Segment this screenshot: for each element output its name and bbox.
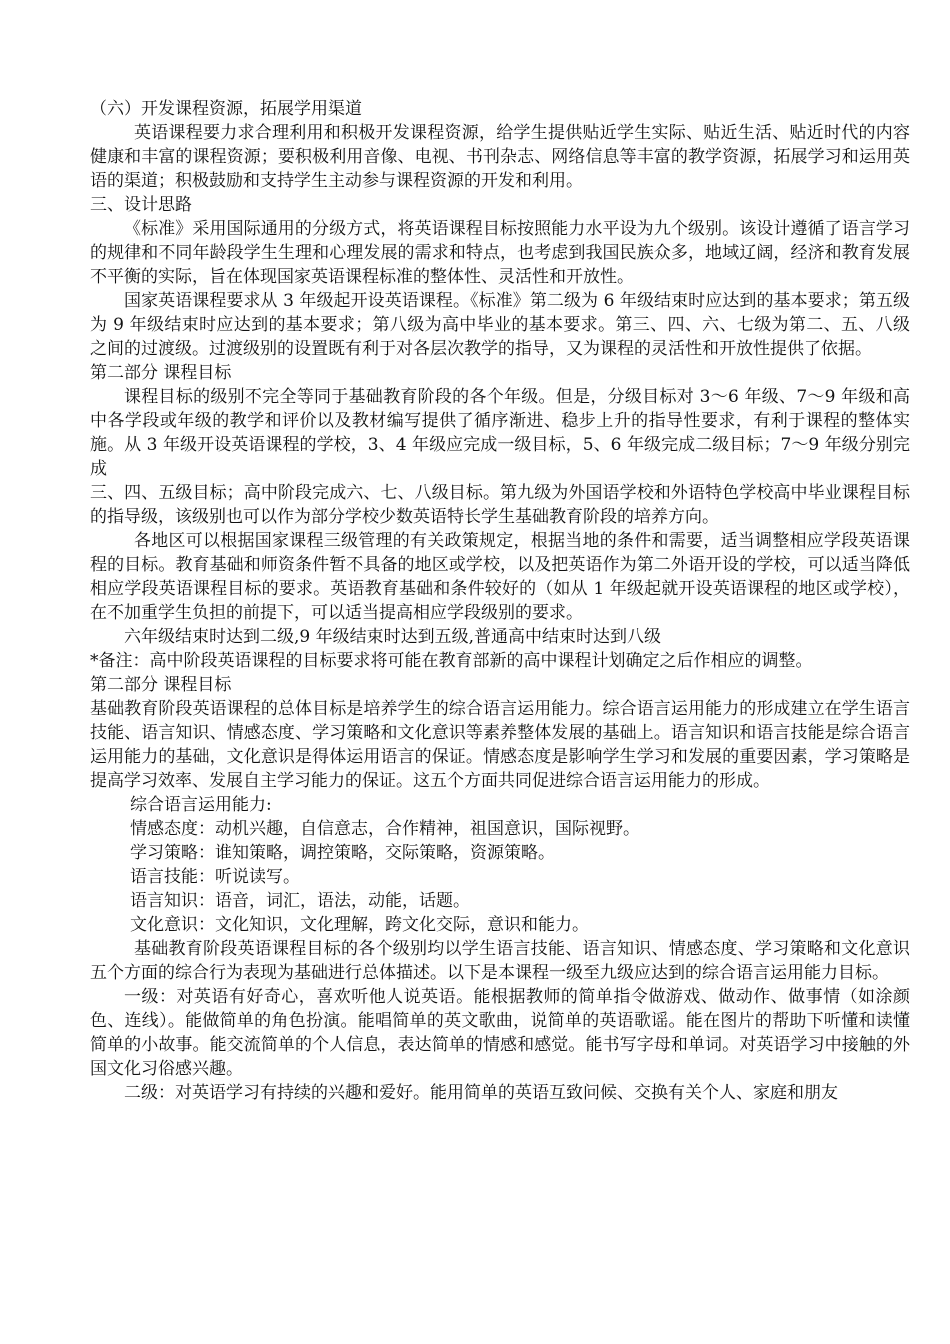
part-two-heading: 第二部分 课程目标 [90, 363, 232, 383]
paragraph-level-description: 基础教育阶段英语课程目标的各个级别均以学生语言技能、语言知识、情感态度、学习策略和文化意识五个方面的综合行为表现为基础进行总体描述。以下是本课程一级至九级应达到的综合语言运用能力目标。 [90, 939, 910, 983]
list-item: 文化意识：文化知识，文化理解，跨文化交际，意识和能力。 [130, 915, 589, 935]
paragraph-grade-summary: 六年级结束时达到二级,9 年级结束时达到五级,普通高中结束时达到八级 [124, 627, 662, 647]
list-item: 语言知识：语音，词汇，语法，动能，话题。 [130, 891, 470, 911]
competence-list [90, 793, 910, 937]
paragraph-note: *备注：高中阶段英语课程的目标要求将可能在教育部新的高中课程计划确定之后作相应的调整。 [90, 651, 813, 671]
paragraph-standard-levels: 《标准》采用国际通用的分级方式，将英语课程目标按照能力水平设为九个级别。该设计遵循了语言学习的规律和不同年龄段学生生理和心理发展的需求和特点，也考虑到我国民族众多，地域辽阔，经济和教育发展不平衡的实际，旨在体现国家英语课程标准的整体性、灵活性和开放性。 [90, 219, 910, 287]
part-two-heading-centered: 第二部分 课程目标 [90, 675, 232, 695]
paragraph-level-one: 一级：对英语有好奇心，喜欢听他人说英语。能根据教师的简单指令做游戏、做动作、做事情（如涂颜色、连线）。能做简单的角色扮演。能唱简单的英文歌曲，说简单的英语歌谣。能在图片的帮助下听懂和读懂简单的小故事。能交流简单的个人信息，表达简单的情感和感觉。能书写字母和单词。对英语学习中接触的外国文化习俗感兴趣。 [90, 987, 910, 1079]
paragraph-overall-goal: 基础教育阶段英语课程的总体目标是培养学生的综合语言运用能力。综合语言运用能力的形成建立在学生语言技能、语言知识、情感态度、学习策略和文化意识等素养整体发展的基础上。语言知识和语言技能是综合语言运用能力的基础，文化意识是得体运用语言的保证。情感态度是影响学生学习和发展的重要因素，学习策略是提高学习效率、发展自主学习能力的保证。这五个方面共同促进综合语言运用能力的形成。 [90, 699, 910, 791]
section-heading-six: （六）开发课程资源，拓展学用渠道 [90, 99, 362, 119]
paragraph-course-resources: 英语课程要力求合理利用和积极开发课程资源，给学生提供贴近学生实际、贴近生活、贴近时代的内容健康和丰富的课程资源；要积极利用音像、电视、书刊杂志、网络信息等丰富的教学资源，拓展学习和运用英语的渠道；积极鼓励和支持学生主动参与课程资源的开发和利用。 [90, 123, 910, 191]
list-item: 情感态度：动机兴趣，自信意志，合作精神，祖国意识，国际视野。 [130, 819, 640, 839]
paragraph-course-goals: 课程目标的级别不完全等同于基础教育阶段的各个年级。但是，分级目标对 3～6 年级、7～9 年级和高中各学段或年级的教学和评价以及教材编写提供了循序渐进、稳步上升的指导性要求，有利于课程的整体实施。从 3 年级开设英语课程的学校，3、4 年级应完成一级目标，5、6 年级完成二级目标；7～9 年级分别完成 [90, 387, 910, 479]
section-heading-design: 三、设计思路 [90, 195, 192, 215]
list-item: 学习策略：谁知策略，调控策略，交际策略，资源策略。 [130, 843, 555, 863]
competence-list-title: 综合语言运用能力: [130, 795, 272, 815]
paragraph-regional-adjustment: 各地区可以根据国家课程三级管理的有关政策规定，根据当地的条件和需要，适当调整相应学段英语课程的目标。教育基础和师资条件暂不具备的地区或学校，以及把英语作为第二外语开设的学校，可以适当降低相应学段英语课程目标的要求。英语教育基础和条件较好的（如从 1 年级起就开设英语课程的地区或学校），在不加重学生负担的前提下，可以适当提高相应学段级别的要求。 [90, 531, 910, 623]
list-item: 语言技能：听说读写。 [130, 867, 300, 887]
document-page [90, 97, 910, 1105]
paragraph-course-goals-continued: 三、四、五级目标；高中阶段完成六、七、八级目标。第九级为外国语学校和外语特色学校高中毕业课程目标的指导级，该级别也可以作为部分学校少数英语特长学生基础教育阶段的培养方向。 [90, 483, 910, 527]
paragraph-grade-requirements: 国家英语课程要求从 3 年级起开设英语课程。《标准》第二级为 6 年级结束时应达到的基本要求；第五级为 9 年级结束时应达到的基本要求；第八级为高中毕业的基本要求。第三、四、六、七级为第二、五、八级之间的过渡级。过渡级别的设置既有利于对各层次教学的指导，又为课程的灵活性和开放性提供了依据。 [90, 291, 910, 359]
paragraph-level-two: 二级：对英语学习有持续的兴趣和爱好。能用简单的英语互致问候、交换有关个人、家庭和朋友 [124, 1083, 838, 1103]
